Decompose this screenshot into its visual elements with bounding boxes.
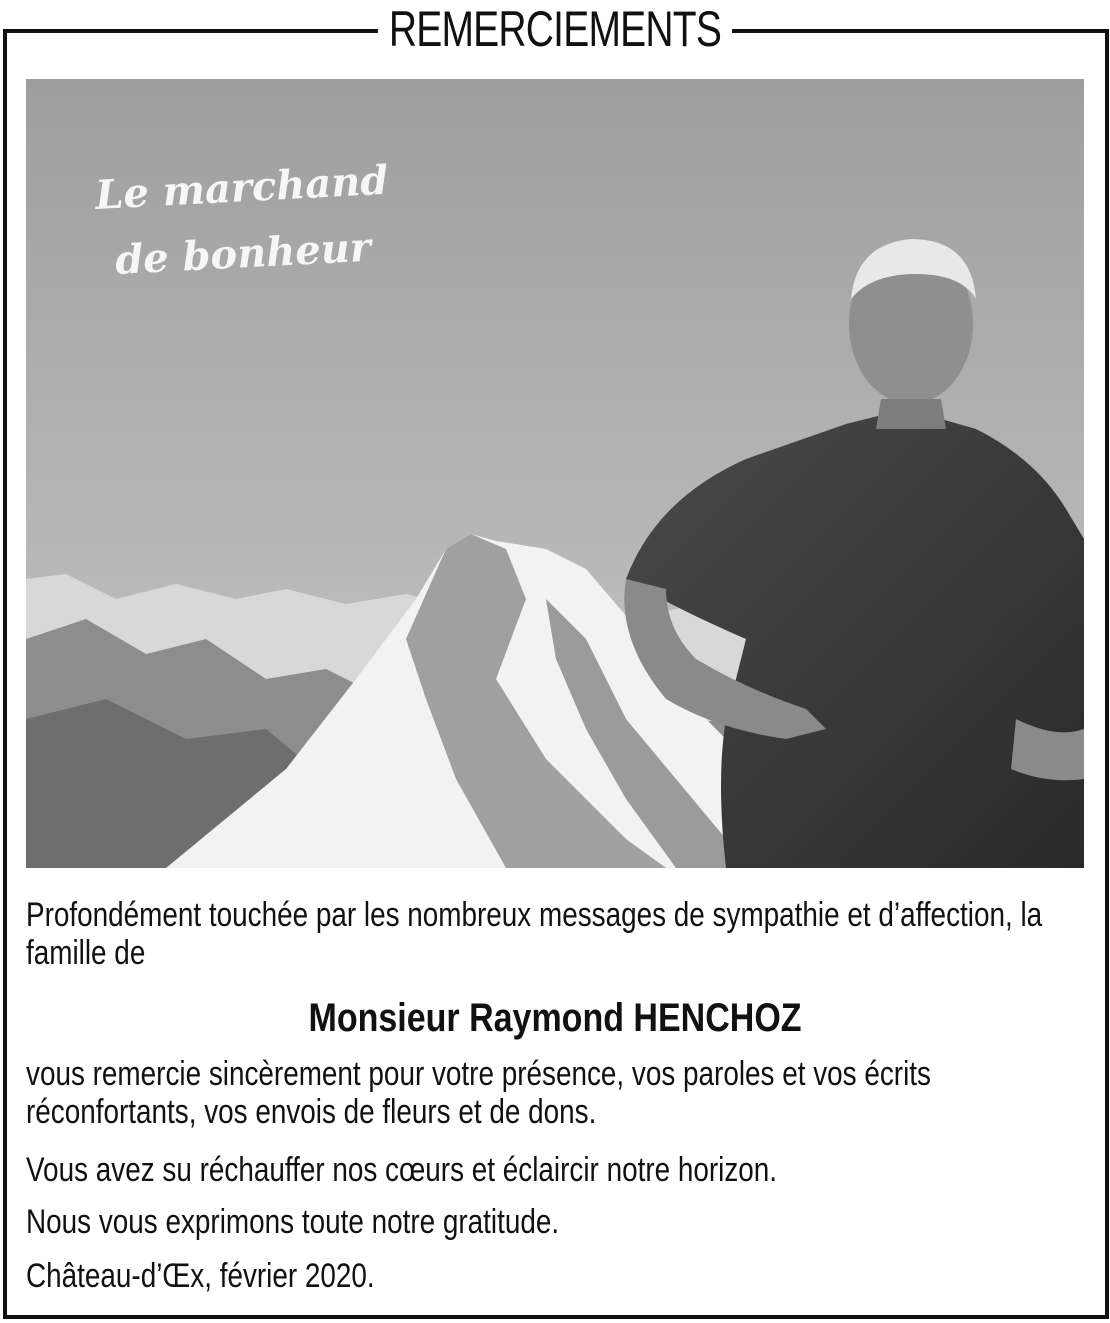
place-date-text: Château-d’Œx, février 2020. (26, 1257, 375, 1295)
thanks-text: vous remercie sincèrement pour votre présence, vos paroles et vos écrits réconfortants, vos envois de fleurs et de dons. (26, 1055, 931, 1131)
intro-text: Profondément touchée par les nombreux messages de sympathie et d’affection, la famille de (26, 896, 1043, 972)
memorial-photo (26, 79, 1084, 868)
deceased-name-text: Monsieur Raymond HENCHOZ (308, 996, 802, 1040)
deceased-name (0, 995, 1110, 1041)
notice-header (0, 0, 1110, 58)
place-date (26, 1257, 1084, 1295)
thanks-paragraph (26, 1055, 1084, 1131)
gratitude-line-text: Nous vous exprimons toute notre gratitude. (26, 1203, 560, 1241)
notice-title: REMERCIEMENTS (378, 0, 732, 58)
sky-text-line2: de bonheur (114, 223, 372, 284)
heart-line (26, 1151, 1084, 1189)
gratitude-line (26, 1203, 1084, 1241)
sky-text-line1: Le marchand (94, 156, 390, 219)
heart-line-text: Vous avez su réchauffer nos cœurs et éclaircir notre horizon. (26, 1151, 778, 1189)
intro-paragraph (26, 896, 1084, 972)
